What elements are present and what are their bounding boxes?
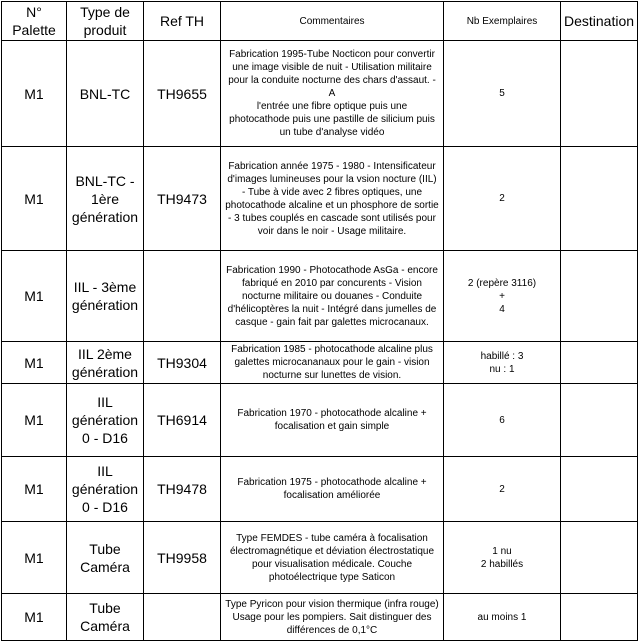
cell-palette: M1 [2,342,67,384]
cell-count: 5 [444,41,561,147]
cell-destination [561,594,638,641]
cell-count: 1 nu 2 habillés [444,522,561,594]
header-type: Type de produit [67,2,144,41]
cell-palette: M1 [2,41,67,147]
cell-comment: Fabrication 1990 - Photocathode AsGa - encore fabriqué en 2010 par concurents - Vision nocturne militaire ou douanes - Conduite d'hélicoptères la nuit - Intégré dans jumelles de casque - gain fait par galettes microcanaux. [221,251,444,342]
cell-palette: M1 [2,251,67,342]
cell-type: IIL génération 0 - D16 [67,457,144,522]
table-row [2,457,638,522]
table-row [2,41,638,147]
cell-ref: TH9655 [144,41,221,147]
cell-type: IIL 2ème génération [67,342,144,384]
cell-ref [144,251,221,342]
header-destination: Destination [561,2,638,41]
cell-destination [561,342,638,384]
cell-count: 2 [444,457,561,522]
cell-destination [561,384,638,457]
cell-destination [561,41,638,147]
table-row [2,251,638,342]
cell-ref: TH9478 [144,457,221,522]
cell-comment: Fabrication année 1975 - 1980 - Intensificateur d'images lumineuses pour la vsion nocture (IIL) - Tube à vide avec 2 fibres optiques, une photocathode alcaline et un phosphore de sortie - 3 tubes couplés en cascade sont utilisés pour voir dans le noir - Usage militaire. [221,147,444,251]
cell-count: habillé : 3 nu : 1 [444,342,561,384]
table-row [2,384,638,457]
cell-destination [561,251,638,342]
cell-comment: Fabrication 1995-Tube Nocticon pour convertir une image visible de nuit - Utilisation militaire pour la conduite nocturne des chars d'assaut. - A l'entrée une fibre optique puis une photocathode puis une pastille de silicium puis un tube d'analyse vidéo [221,41,444,147]
cell-destination [561,457,638,522]
cell-palette: M1 [2,594,67,641]
cell-count: 2 [444,147,561,251]
header-comment: Commentaires [221,2,444,41]
cell-ref: TH6914 [144,384,221,457]
cell-ref [144,594,221,641]
cell-palette: M1 [2,522,67,594]
cell-count: 6 [444,384,561,457]
cell-comment: Type Pyricon pour vision thermique (infra rouge) Usage pour les pompiers. Sait distinguer des différences de 0,1°C [221,594,444,641]
cell-comment: Fabrication 1970 - photocathode alcaline + focalisation et gain simple [221,384,444,457]
cell-palette: M1 [2,457,67,522]
cell-destination [561,522,638,594]
cell-type: IIL génération 0 - D16 [67,384,144,457]
table-row [2,522,638,594]
inventory-table [1,1,638,641]
cell-comment: Fabrication 1975 - photocathode alcaline + focalisation améliorée [221,457,444,522]
header-count: Nb Exemplaires [444,2,561,41]
cell-ref: TH9473 [144,147,221,251]
header-palette: N° Palette [2,2,67,41]
cell-type: BNL-TC [67,41,144,147]
cell-palette: M1 [2,147,67,251]
cell-destination [561,147,638,251]
table-row [2,147,638,251]
cell-comment: Type FEMDES - tube caméra à focalisation électromagnétique et déviation électrostatique pour visualisation médicale. Couche photoélectrique type Saticon [221,522,444,594]
cell-count: 2 (repère 3116) + 4 [444,251,561,342]
cell-type: Tube Caméra [67,594,144,641]
cell-count: au moins 1 [444,594,561,641]
table-row [2,594,638,641]
cell-ref: TH9958 [144,522,221,594]
cell-type: Tube Caméra [67,522,144,594]
cell-type: IIL - 3ème génération [67,251,144,342]
cell-type: BNL-TC - 1ère génération [67,147,144,251]
cell-comment: Fabrication 1985 - photocathode alcaline plus galettes microcananaux pour le gain - vision nocturne sur lunettes de vision. [221,342,444,384]
cell-ref: TH9304 [144,342,221,384]
header-ref: Ref TH [144,2,221,41]
header-row [2,2,638,41]
cell-palette: M1 [2,384,67,457]
table-row [2,342,638,384]
